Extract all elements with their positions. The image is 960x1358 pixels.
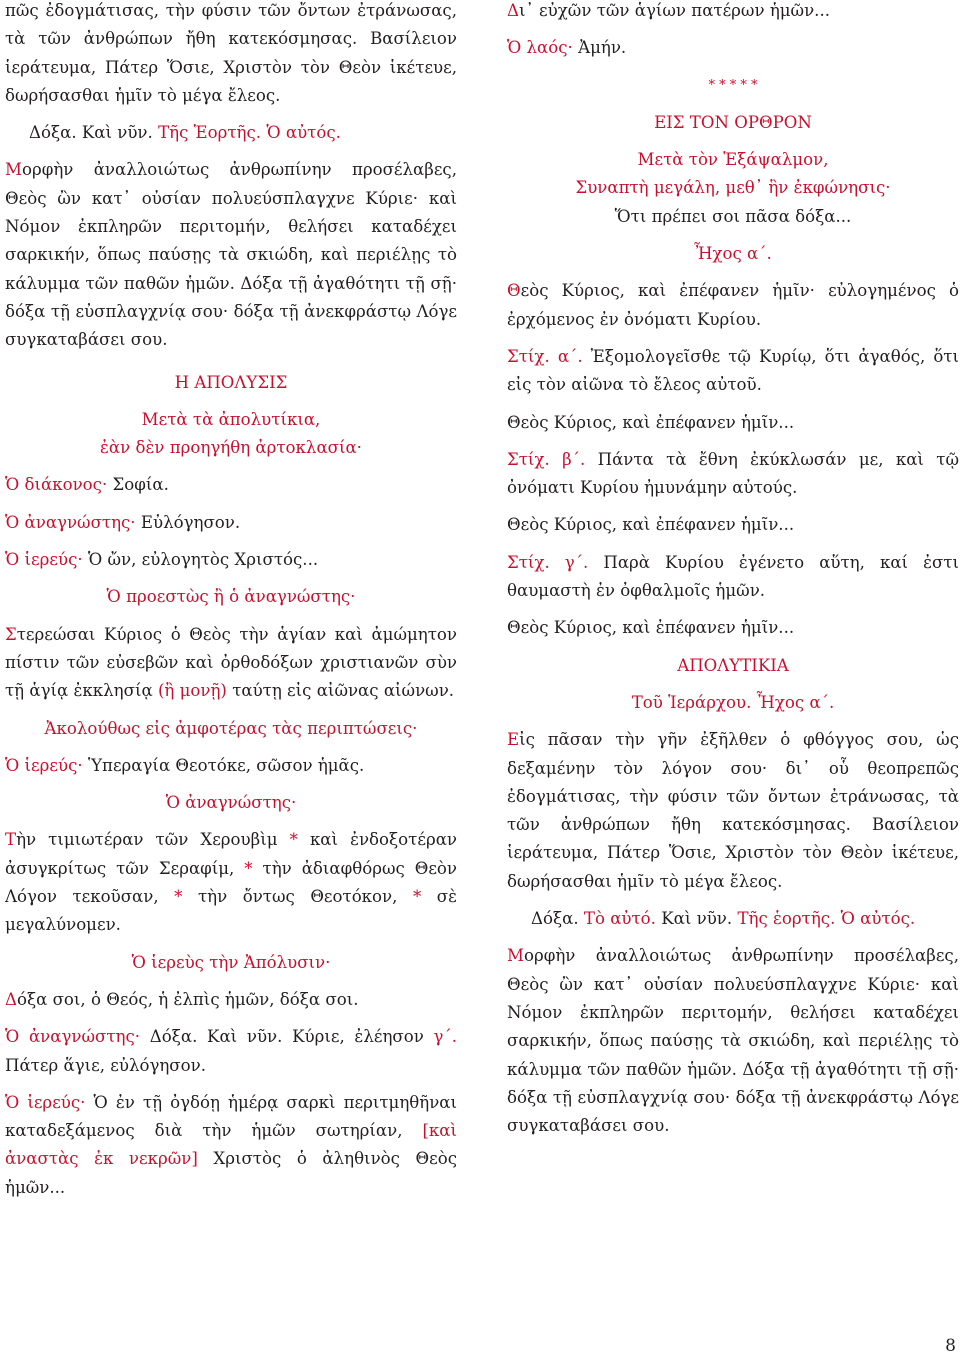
morfin-paragraph <box>507 942 959 1140</box>
initial-letter: Θ <box>507 281 521 301</box>
speaker-text: Εὐλόγησον. <box>140 512 241 532</box>
doxa-line <box>5 119 457 147</box>
theos-kyrios-refrain: Θεὸς Κύριος, καὶ ἐπέφανεν ἡμῖν... <box>507 515 795 535</box>
di-euxon-text: ι᾿ εὐχῶν τῶν ἁγίων πατέρων ἡμῶν... <box>518 1 830 20</box>
ekphonisis-line: Ὅτι πρέπει σοι πᾶσα δόξα... <box>614 206 852 226</box>
speaker-text: Ὑπεραγία Θεοτόκε, σῶσον ἡμᾶς. <box>87 755 365 775</box>
doxa-soi-text: όξα σοι, ὁ Θεός, ἡ ἐλπὶς ἡμῶν, δόξα σοι. <box>16 989 359 1009</box>
hymn-text-2: καὶ ἐνδοξοτέραν ἀσυγκρίτως τῶν Σεραφίμ, <box>5 830 457 878</box>
star-mark: * <box>244 858 253 878</box>
doxa-label: Δόξα. Καὶ νῦν. <box>29 123 153 143</box>
stichos-label: Στίχ. γ΄. <box>507 552 589 572</box>
doxa-rubric: Τῆς Ἑορτῆς. Ὁ αὐτός. <box>158 123 341 143</box>
stereosai-ending: ταύτῃ εἰς αἰῶνας αἰώνων. <box>232 681 455 701</box>
iereus-apolysis-paragraph <box>5 1089 457 1202</box>
stichos-label: Στίχ. α΄. <box>507 346 583 366</box>
initial-letter: Μ <box>507 946 524 966</box>
theos-kyrios-paragraph <box>507 277 959 334</box>
stichos-text: Παρὰ Κυρίου ἐγένετο αὕτη, καί ἐστι θαυμαστὴ ἐν ὀφθαλμοῖς ἡμῶν. <box>507 552 959 601</box>
iereus-line <box>5 546 457 574</box>
initial-letter: Τ <box>5 830 17 850</box>
rubric-line-1: Μετὰ τὰ ἀπολυτίκια, <box>141 409 321 429</box>
apolysis-text-2: Χριστὸς ὁ ἀληθινὸς Θεὸς ἡμῶν... <box>5 1149 457 1197</box>
speaker-label: Ὁ ἱερεύς· <box>5 550 83 570</box>
section-separator: * * * * * <box>708 77 758 93</box>
initial-letter: Δ <box>507 1 519 20</box>
rubric-line-2: ἐὰν δὲν προηγήθη ἀρτοκλασία· <box>100 438 362 458</box>
stichos-2 <box>507 446 959 503</box>
apolytikion-paragraph <box>507 726 959 896</box>
right-column <box>507 0 959 1149</box>
page-number: 8 <box>945 1336 956 1356</box>
speaker-text: Ὁ ὤν, εὐλογητὸς Χριστός... <box>87 550 319 570</box>
hymn-text-5: σὲ μεγαλύνομεν. <box>5 887 457 935</box>
kai-nyn-rubric: Τῆς ἑορτῆς. Ὁ αὐτός. <box>737 909 916 929</box>
anagnostis-rubric: Ὁ ἀναγνώστης· <box>165 793 297 813</box>
proestos-rubric: Ὁ προεστὼς ἢ ὁ ἀναγνώστης· <box>106 587 356 607</box>
morfin-text: ορφὴν ἀναλλοιώτως ἀνθρωπίνην προσέλαβες, Θεὸς ὢν κατ᾿ οὐσίαν πολυεύσπλαγχνε Κύριε· καὶ Νόμον ἐκπληρῶν περιτομήν, θελήσει καταδέχει σαρκικήν, ὅπως παύσῃς τὰ σκιώδη, καὶ περιέλῃς τὸ κάλυμμα τῶν παθῶν ἡμῶν. Δόξα τῇ ἀγαθότητι τῇ σῇ· δόξα τῇ εὐσπλαγχνίᾳ σου· δόξα τῇ ἀνεκφράστῳ Λόγε συγκαταβάσει σου. <box>5 160 457 350</box>
stereosai-parenthesis: (ἢ μονῇ) <box>157 681 227 701</box>
hymn-text-1: ὴν τιμιωτέραν τῶν Χερουβὶμ <box>16 830 278 850</box>
kai-nyn-label: Καὶ νῦν. <box>661 909 733 929</box>
apolytikion-text: ἰς πᾶσαν τὴν γῆν ἐξῆλθεν ὁ φθόγγος σου, ὡς δεξαμένην τὸν λόγον σου· δι᾿ οὗ θεοπρεπῶς ἐδογμάτισας, τὴν φύσιν τῶν ὄντων ἐτράνωσας, τὰ τῶν ἀνθρώπων ἤθη κατεκόσμησας. Βασίλειον ἱεράτευμα, Πάτερ Ὅσιε, Χριστὸν τὸν Θεὸν ἱκέτευε, δωρήσασθαι ἡμῖν τὸ μέγα ἔλεος. <box>507 730 959 891</box>
apolysis-heading: Η ΑΠΟΛΥΣΙΣ <box>174 372 288 392</box>
speaker-label: Ὁ διάκονος· <box>5 475 108 495</box>
left-column <box>5 0 457 1211</box>
apolysis-rubric <box>5 406 457 463</box>
apolysis-bracket: [καὶ ἀναστὰς ἐκ νεκρῶν] <box>5 1121 458 1169</box>
speaker-text: Ἀμήν. <box>578 38 627 58</box>
stereosai-text: τερεώσαι Κύριος ὁ Θεὸς τὴν ἁγίαν καὶ ἀμώμητον πίστιν τῶν εὐσεβῶν καὶ ὀρθοδόξων χριστιανῶν σὺν τῇ ἁγίᾳ ἐκκλησίᾳ <box>5 624 457 701</box>
timioteran-paragraph <box>5 826 457 939</box>
speaker-label: Ὁ ἀναγνώστης· <box>5 512 136 532</box>
apolytikion-ending-paragraph: πῶς ἐδογμάτισας, τὴν φύσιν τῶν ὄντων ἐτράνωσας, τὰ τῶν ἀνθρώπων ἤθη κατεκόσμησας. Βασίλειον ἱεράτευμα, Πάτερ Ὅσιε, Χριστὸν τὸν Θεὸν ἱκέτευε, δωρήσασθαι ἡμῖν τὸ μέγα ἔλεος. <box>5 1 457 105</box>
anagnostis-line <box>5 509 457 537</box>
star-mark: * <box>174 887 183 907</box>
star-mark: * <box>289 830 298 850</box>
stereosai-paragraph <box>5 621 457 706</box>
stichos-1 <box>507 343 959 400</box>
initial-letter: Μ <box>5 160 22 180</box>
morfin-paragraph <box>5 156 457 354</box>
stichos-text: Πάντα τὰ ἔθνη ἐκύκλωσάν με, καὶ τῷ ὀνόματι Κυρίου ἠμυνάμην αὐτούς. <box>507 449 959 498</box>
akolouthos-rubric: Ἀκολούθως εἰς ἀμφοτέρας τὰς περιπτώσεις· <box>44 718 418 738</box>
ichos-line: Ἦχος α΄. <box>694 244 772 264</box>
stichos-text: Ἐξομολογεῖσθε τῷ Κυρίῳ, ὅτι ἀγαθός, ὅτι εἰς τὸν αἰῶνα τὸ ἔλεος αὐτοῦ. <box>507 346 959 395</box>
apolysis-text-1: Ὁ ἐν τῇ ὀγδόῃ ἡμέρᾳ σαρκὶ περιτμηθῆναι καταδεξάμενος διὰ τὴν ἡμῶν σωτηρίαν, <box>5 1092 458 1141</box>
initial-letter: Ε <box>507 730 520 750</box>
doxa-label: Δόξα. <box>531 909 579 929</box>
hymn-text-4: τὴν ὄντως Θεοτόκον, <box>197 887 398 907</box>
doxa-line <box>507 905 959 933</box>
doxa-rubric: Τὸ αὐτό. <box>583 909 656 929</box>
theos-kyrios-refrain: Θεὸς Κύριος, καὶ ἐπέφανεν ἡμῖν... <box>507 412 795 432</box>
initial-letter: Σ <box>5 624 17 644</box>
rubric-line-1: Μετὰ τὸν Ἑξάψαλμον, <box>637 150 829 170</box>
rubric-line-2: Συναπτὴ μεγάλη, μεθ᾿ ἣν ἐκφώνησις· <box>575 178 891 198</box>
diakonos-line <box>5 471 457 499</box>
morfin-text: ορφὴν ἀναλλοιώτως ἀνθρωπίνην προσέλαβες, Θεὸς ὢν κατ᾿ οὐσίαν πολυεύσπλαγχνε Κύριε· καὶ Νόμον ἐκπληρῶν περιτομήν, θελήσει καταδέχει σαρκικήν, ὅπως παύσῃς τὰ σκιώδη, καὶ περιέλῃς τὸ κάλυμμα τῶν παθῶν ἡμῶν. Δόξα τῇ ἀγαθότητι τῇ σῇ· δόξα τῇ εὐσπλαγχνίᾳ σου· δόξα τῇ ἀνεκφράστῳ Λόγε συγκαταβάσει σου. <box>507 946 959 1136</box>
di-euxon-line <box>507 0 959 25</box>
speaker-label: Ὁ ἀναγνώστης· <box>5 1027 141 1047</box>
theos-kyrios-refrain: Θεὸς Κύριος, καὶ ἐπέφανεν ἡμῖν... <box>507 618 795 638</box>
theos-kyrios-text: εὸς Κύριος, καὶ ἐπέφανεν ἡμῖν· εὐλογημένος ὁ ἐρχόμενος ἐν ὀνόματι Κυρίου. <box>507 281 959 329</box>
laos-line <box>507 34 959 62</box>
stichos-3 <box>507 549 959 606</box>
ierarchou-rubric: Τοῦ Ἱεράρχου. Ἦχος α΄. <box>631 692 835 712</box>
anagnostis-doxa-line <box>5 1023 457 1080</box>
apolytikia-heading: ΑΠΟΛΥΤΙΚΙΑ <box>677 655 789 675</box>
star-mark: * <box>412 887 422 907</box>
speaker-text-tail: Πάτερ ἅγιε, εὐλόγησον. <box>5 1055 206 1075</box>
apolysin-rubric: Ὁ ἱερεὺς τὴν Ἀπόλυσιν· <box>131 952 331 972</box>
speaker-label: Ὁ λαός· <box>507 38 573 58</box>
initial-letter: Δ <box>5 989 17 1009</box>
speaker-text: Δόξα. Καὶ νῦν. Κύριε, ἐλέησον <box>149 1027 424 1047</box>
times-mark: γ΄. <box>433 1027 458 1047</box>
speaker-label: Ὁ ἱερεύς· <box>5 755 83 775</box>
exapsalmos-rubric <box>507 146 959 203</box>
orthros-heading: ΕΙΣ ΤΟΝ ΟΡΘΡΟΝ <box>654 112 812 132</box>
hymn-text-3: τὴν ἀδιαφθόρως Θεὸν Λόγον τεκοῦσαν, <box>5 858 458 907</box>
speaker-text: Σοφία. <box>112 475 169 495</box>
iereus-yperagia-line <box>5 752 457 780</box>
speaker-label: Ὁ ἱερεύς· <box>5 1092 86 1112</box>
stichos-label: Στίχ. β΄. <box>507 449 586 469</box>
doxa-soi-line <box>5 986 457 1014</box>
